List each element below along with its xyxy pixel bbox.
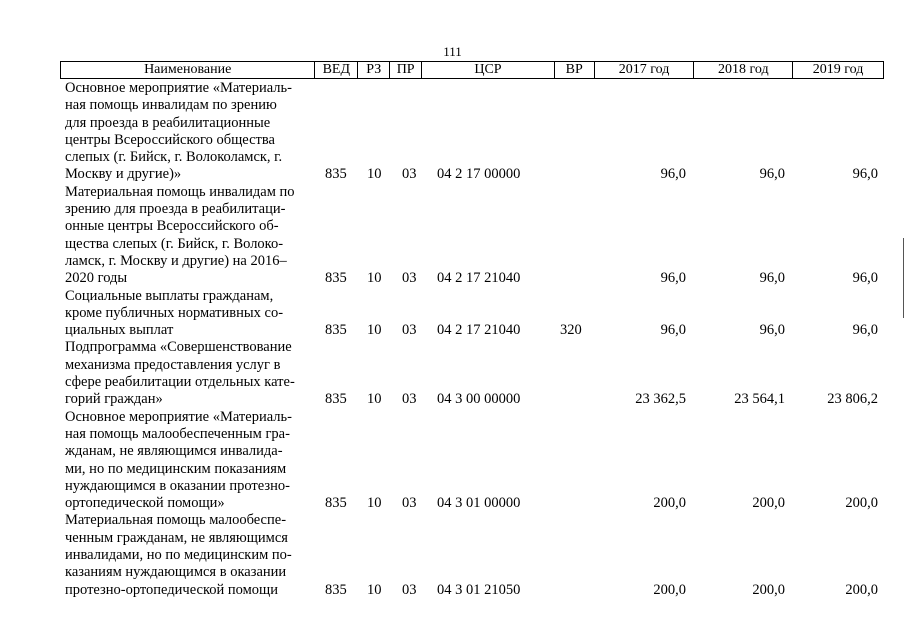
row-name-line: 2020 годы	[65, 270, 128, 287]
header-csr: ЦСР	[422, 62, 555, 78]
row-values	[0, 391, 905, 408]
header-vr: ВР	[555, 62, 595, 78]
cell-rz: 10	[367, 391, 382, 408]
cell-rz: 10	[367, 581, 382, 598]
row-name-line: протезно-ортопедической помощи	[65, 581, 278, 598]
row-name-line: Подпрограмма «Совершенствование	[65, 339, 292, 356]
cell-2017: 200,0	[653, 581, 686, 598]
row-name-line: ная помощь малообеспеченным гра-	[65, 425, 290, 442]
row-name-line: для проезда в реабилитационные	[65, 114, 271, 131]
row-name-line: ортопедической помощи»	[65, 495, 225, 512]
cell-2019: 96,0	[852, 166, 878, 183]
row-values	[0, 582, 905, 599]
row-name-line: ми, но по медицинским показаниям	[65, 460, 287, 477]
header-ved: ВЕД	[315, 62, 358, 78]
row-values	[0, 322, 905, 339]
table-row	[0, 339, 905, 408]
cell-2017: 96,0	[660, 270, 686, 287]
row-name-line: Основное мероприятие «Материаль-	[65, 80, 292, 96]
cell-pr: 03	[402, 495, 417, 512]
row-name-line: механизма предоставления услуг в	[65, 356, 281, 373]
cell-ved: 835	[325, 166, 347, 183]
cell-ved: 835	[325, 581, 347, 598]
cell-2018: 96,0	[759, 270, 785, 287]
row-name-line: ная помощь инвалидам по зрению	[65, 97, 277, 114]
row-name-line: жданам, не являющимся инвалида-	[65, 443, 283, 460]
cell-csr: 04 2 17 00000	[437, 166, 521, 183]
row-name-line: Основное мероприятие «Материаль-	[65, 408, 292, 425]
cell-csr: 04 3 01 00000	[437, 495, 521, 512]
row-name-line: инвалидами, но по медицинским по-	[65, 547, 292, 564]
cell-2018: 96,0	[759, 166, 785, 183]
cell-csr: 04 2 17 21040	[437, 270, 521, 287]
row-values	[0, 166, 905, 183]
row-name-line: Москву и другие)»	[65, 166, 182, 183]
cell-rz: 10	[367, 270, 382, 287]
cell-2017: 96,0	[660, 166, 686, 183]
table-row	[0, 184, 905, 288]
cell-2019: 200,0	[845, 495, 878, 512]
cell-pr: 03	[402, 166, 417, 183]
row-name-line: горий граждан»	[65, 391, 163, 408]
header-name: Наименование	[61, 62, 315, 78]
row-name-line: казаниям нуждающимся в оказании	[65, 564, 287, 581]
margin-mark	[903, 238, 904, 318]
row-name-line: Социальные выплаты гражданам,	[65, 287, 274, 304]
row-name-line: Материальная помощь малообеспе-	[65, 512, 287, 529]
row-name-line: кроме публичных нормативных со-	[65, 304, 284, 321]
cell-csr: 04 3 00 00000	[437, 391, 521, 408]
table-row	[0, 512, 905, 598]
row-name-line: сфере реабилитации отдельных кате-	[65, 374, 295, 391]
row-name-line: щества слепых (г. Бийск, г. Волоко-	[65, 235, 284, 252]
cell-ved: 835	[325, 391, 347, 408]
cell-vr: 320	[560, 322, 582, 339]
table-row	[0, 409, 905, 513]
row-name-line: нуждающимся в оказании протезно-	[65, 477, 290, 494]
cell-rz: 10	[367, 495, 382, 512]
row-name-line: Материальная помощь инвалидам по	[65, 183, 295, 200]
page-number: 111	[443, 44, 462, 59]
cell-2018: 96,0	[759, 322, 785, 339]
cell-ved: 835	[325, 495, 347, 512]
cell-rz: 10	[367, 322, 382, 339]
cell-ved: 835	[325, 270, 347, 287]
table-row	[0, 80, 905, 184]
cell-2019: 96,0	[852, 270, 878, 287]
cell-csr: 04 2 17 21040	[437, 322, 521, 339]
cell-pr: 03	[402, 270, 417, 287]
header-rz: РЗ	[358, 62, 390, 78]
cell-2018: 200,0	[752, 495, 785, 512]
table-body	[0, 80, 905, 599]
cell-2018: 23 564,1	[734, 391, 785, 408]
row-name-line: зрению для проезда в реабилитаци-	[65, 201, 286, 218]
row-name-line: центры Всероссийского общества	[65, 131, 275, 148]
cell-2017: 96,0	[660, 322, 686, 339]
cell-2017: 23 362,5	[635, 391, 686, 408]
cell-rz: 10	[367, 166, 382, 183]
cell-pr: 03	[402, 581, 417, 598]
row-name-line: онные центры Всероссийского об-	[65, 218, 279, 235]
cell-ved: 835	[325, 322, 347, 339]
row-name-line: циальных выплат	[65, 322, 174, 339]
table-row	[0, 288, 905, 340]
cell-2019: 200,0	[845, 581, 878, 598]
header-2018: 2018 год	[694, 62, 793, 78]
header-pr: ПР	[390, 62, 422, 78]
cell-pr: 03	[402, 391, 417, 408]
row-name-line: ченным гражданам, не являющимся	[65, 529, 288, 546]
cell-pr: 03	[402, 322, 417, 339]
cell-csr: 04 3 01 21050	[437, 581, 521, 598]
row-name-line: ламск, г. Москву и другие) на 2016–	[65, 252, 287, 269]
header-2017: 2017 год	[595, 62, 695, 78]
cell-2018: 200,0	[752, 581, 785, 598]
row-values	[0, 270, 905, 287]
cell-2019: 96,0	[852, 322, 878, 339]
header-2019: 2019 год	[812, 62, 864, 77]
row-values	[0, 495, 905, 512]
table-header	[60, 61, 884, 79]
cell-2017: 200,0	[653, 495, 686, 512]
row-name-line: слепых (г. Бийск, г. Волоколамск, г.	[65, 149, 283, 166]
cell-2019: 23 806,2	[827, 391, 878, 408]
